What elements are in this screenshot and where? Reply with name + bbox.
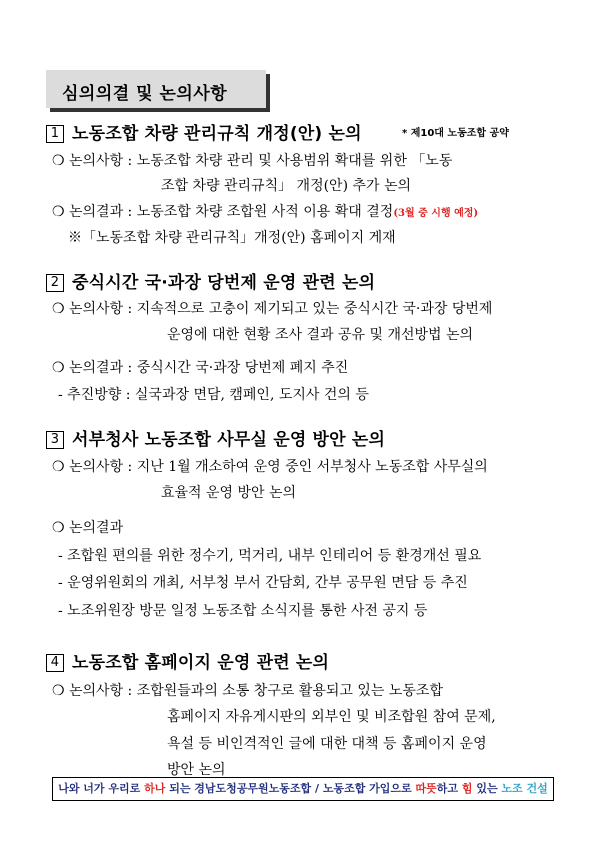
- section-title: 중식시간 국·과장 당번제 운영 관련 논의: [72, 273, 376, 293]
- text-line: 욕설 등 비인격적인 글에 대한 대책 등 홈페이지 운영: [167, 736, 487, 752]
- section-number-box: 2: [46, 274, 64, 292]
- section-title: 노동조합 차량 관리규칙 개정(안) 논의: [72, 124, 362, 144]
- section-number-box: 3: [46, 431, 64, 449]
- section-title: 노동조합 홈페이지 운영 관련 논의: [72, 653, 330, 673]
- text-line: - 운영위원회의 개최, 서부청 부서 간담회, 간부 공무원 면담 등 추진: [58, 575, 468, 591]
- page-title: 심의의결 및 논의사항: [62, 84, 228, 104]
- section-3-heading: [46, 425, 385, 450]
- text-line: 조합 차량 관리규칙」 개정(안) 추가 논의: [161, 178, 412, 194]
- text-line: ❍ 논의사항 : 노동조합 차량 관리 및 사용범위 확대를 위한 「노동: [52, 153, 453, 169]
- text-line: 홈페이지 자유게시판의 외부인 및 비조합원 참여 문제,: [167, 709, 496, 725]
- section-1-heading: [46, 119, 362, 144]
- text-line: ❍ 논의사항 : 지속적으로 고충이 제기되고 있는 중식시간 국·과장 당번제: [52, 301, 493, 317]
- section-number-box: 1: [46, 125, 64, 143]
- text-line: ❍ 논의결과 : 노동조합 차량 조합원 사적 이용 확대 결정(3월 중 시행 예정): [52, 204, 479, 220]
- text-line: - 노조위원장 방문 일정 노동조합 소식지를 통한 사전 공지 등: [58, 603, 428, 619]
- pledge-note: * 제10대 노동조합 공약: [402, 128, 509, 139]
- text-line: - 조합원 편의를 위한 정수기, 먹거리, 내부 인테리어 등 환경개선 필요: [58, 548, 482, 564]
- text-line: ❍ 논의사항 : 지난 1월 개소하여 운영 중인 서부청사 노동조합 사무실의: [52, 459, 488, 475]
- schedule-note: (3월 중 시행 예정): [393, 208, 479, 219]
- footer-slogan: 나와 너가 우리로 하나 되는 경남도청공무원노동조합 / 노동조합 가입으로 따뜻하고 힘 있는 노조 건설: [52, 777, 554, 801]
- text-line: ❍ 논의결과: [52, 520, 124, 536]
- section-title: 서부청사 노동조합 사무실 운영 방안 논의: [72, 430, 386, 450]
- text-line: ❍ 논의결과 : 중식시간 국·과장 당번제 폐지 추진: [52, 360, 349, 376]
- section-4-heading: [46, 648, 329, 673]
- section-2-heading: [46, 268, 375, 293]
- text-line: 운영에 대한 현황 조사 결과 공유 및 개선방법 논의: [167, 327, 474, 343]
- text-line: 효율적 운영 방안 논의: [161, 485, 297, 501]
- section-number-box: 4: [46, 654, 64, 672]
- text-line: ❍ 논의사항 : 조합원들과의 소통 창구로 활용되고 있는 노동조합: [52, 683, 443, 699]
- section-header: [46, 70, 266, 108]
- text-line: ※「노동조합 차량 관리규칙」개정(안) 홈페이지 게재: [68, 230, 396, 246]
- text-line: 방안 논의: [167, 762, 226, 778]
- text-line: - 추진방향 : 실국과장 면담, 캠페인, 도지사 건의 등: [58, 387, 369, 403]
